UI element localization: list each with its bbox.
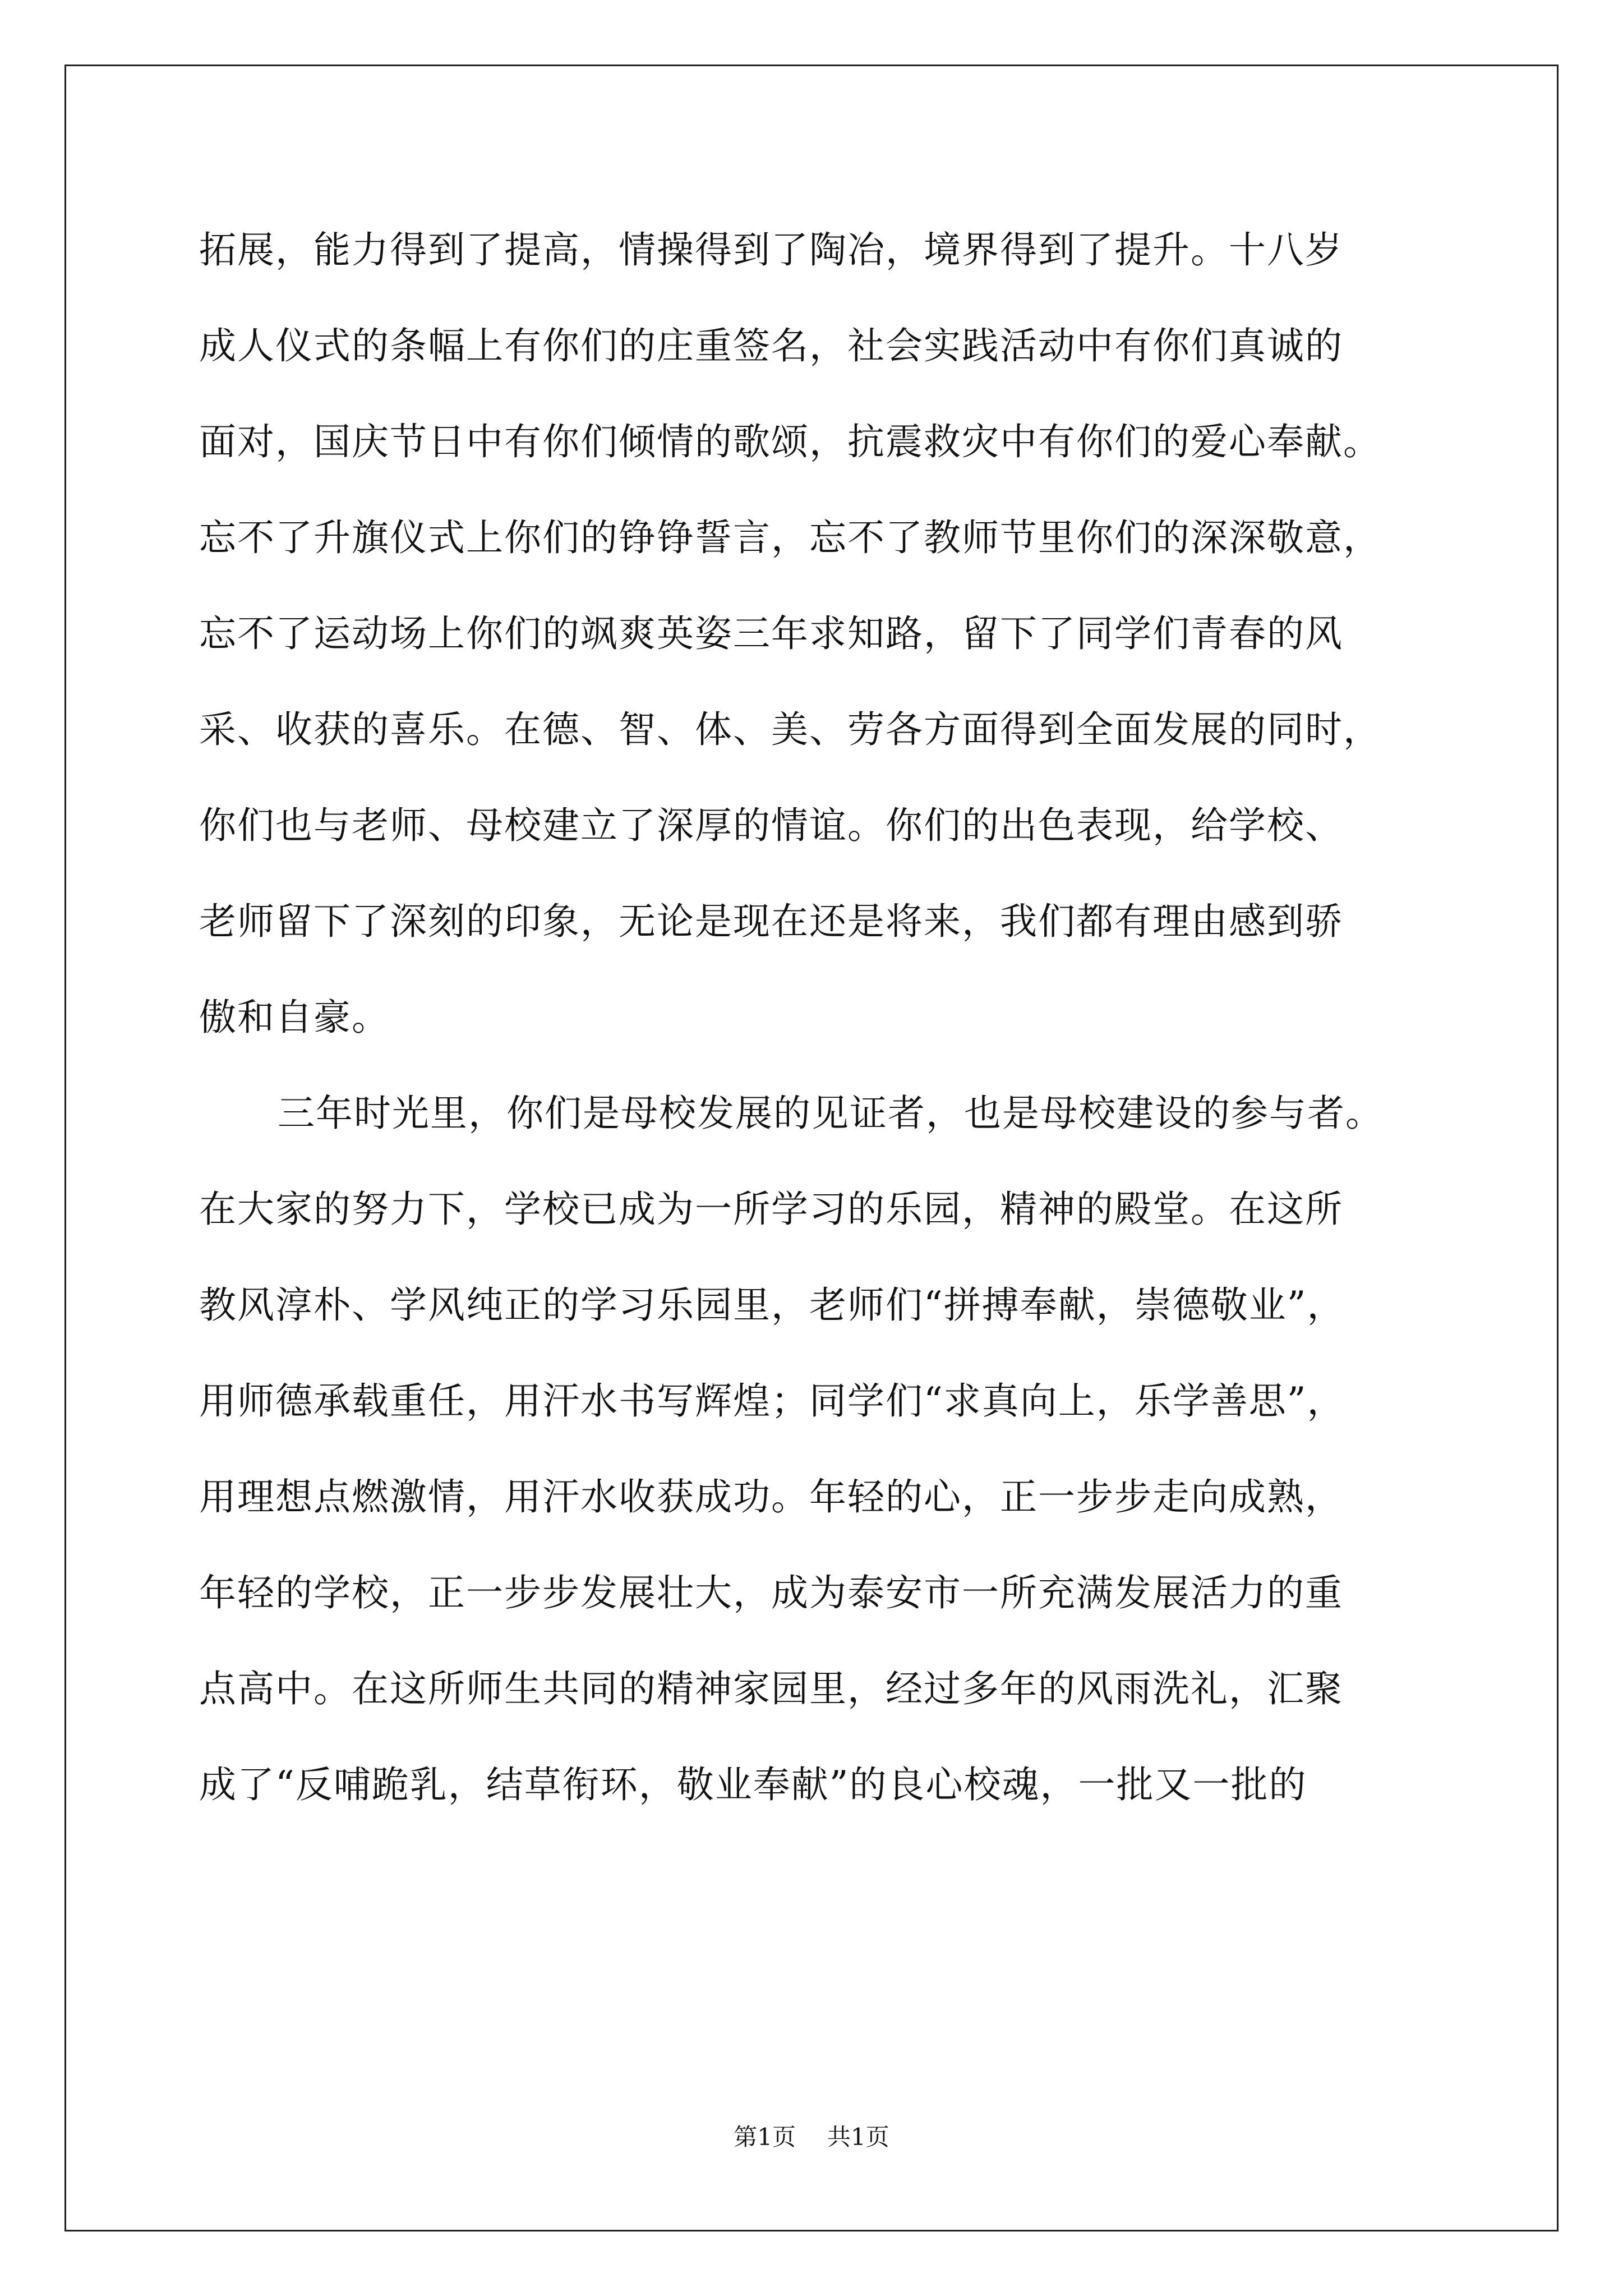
paragraph-1-line-7: 你们也与老师、母校建立了深厚的情谊。你们的出色表现，给学校、 xyxy=(199,804,1343,847)
paragraph-2-line-1: 三年时光里，你们是母校发展的见证者，也是母校建设的参与者。 xyxy=(278,1092,1384,1135)
paragraph-2-line-7: 点高中。在这所师生共同的精神家园里，经过多年的风雨洗礼，汇聚 xyxy=(199,1667,1343,1710)
paragraph-1-line-4: 忘不了升旗仪式上你们的铮铮誓言，忘不了教师节里你们的深深敬意， xyxy=(199,516,1381,559)
paragraph-1-line-3: 面对，国庆节日中有你们倾情的歌颂，抗震救灾中有你们的爱心奉献。 xyxy=(199,420,1381,463)
paragraph-1-line-2: 成人仪式的条幅上有你们的庄重签名，社会实践活动中有你们真诚的 xyxy=(199,324,1343,367)
paragraph-2-line-4: 用师德承载重任，用汗水书写辉煌；同学们“求真向上，乐学善思”， xyxy=(199,1379,1345,1423)
page-total: 共1页 xyxy=(827,2123,889,2151)
paragraph-1-line-1: 拓展，能力得到了提高，情操得到了陶冶，境界得到了提升。十八岁 xyxy=(199,228,1343,272)
paragraph-2-line-3: 教风淳朴、学风纯正的学习乐园里，老师们“拼搏奉献，崇德敬业”， xyxy=(199,1283,1345,1327)
paragraph-2-line-5: 用理想点燃激情，用汗水收获成功。年轻的心，正一步步走向成熟， xyxy=(199,1475,1343,1519)
page-footer xyxy=(0,2120,1623,2154)
paragraph-1-line-9: 傲和自豪。 xyxy=(199,996,390,1039)
paragraph-1-line-6: 采、收获的喜乐。在德、智、体、美、劳各方面得到全面发展的同时， xyxy=(199,708,1381,751)
paragraph-2-line-2: 在大家的努力下，学校已成为一所学习的乐园，精神的殿堂。在这所 xyxy=(199,1188,1343,1231)
document-body xyxy=(199,213,1461,1844)
page-number: 第1页 xyxy=(734,2123,796,2151)
paragraph-2-line-6: 年轻的学校，正一步步发展壮大，成为泰安市一所充满发展活力的重 xyxy=(199,1571,1343,1614)
paragraph-1-line-8: 老师留下了深刻的印象，无论是现在还是将来，我们都有理由感到骄 xyxy=(199,900,1343,943)
paragraph-2-line-8: 成了“反哺跪乳，结草衔环，敬业奉献”的良心校魂，一批又一批的 xyxy=(199,1763,1307,1806)
paragraph-1-line-5: 忘不了运动场上你们的飒爽英姿三年求知路，留下了同学们青春的风 xyxy=(199,612,1343,655)
